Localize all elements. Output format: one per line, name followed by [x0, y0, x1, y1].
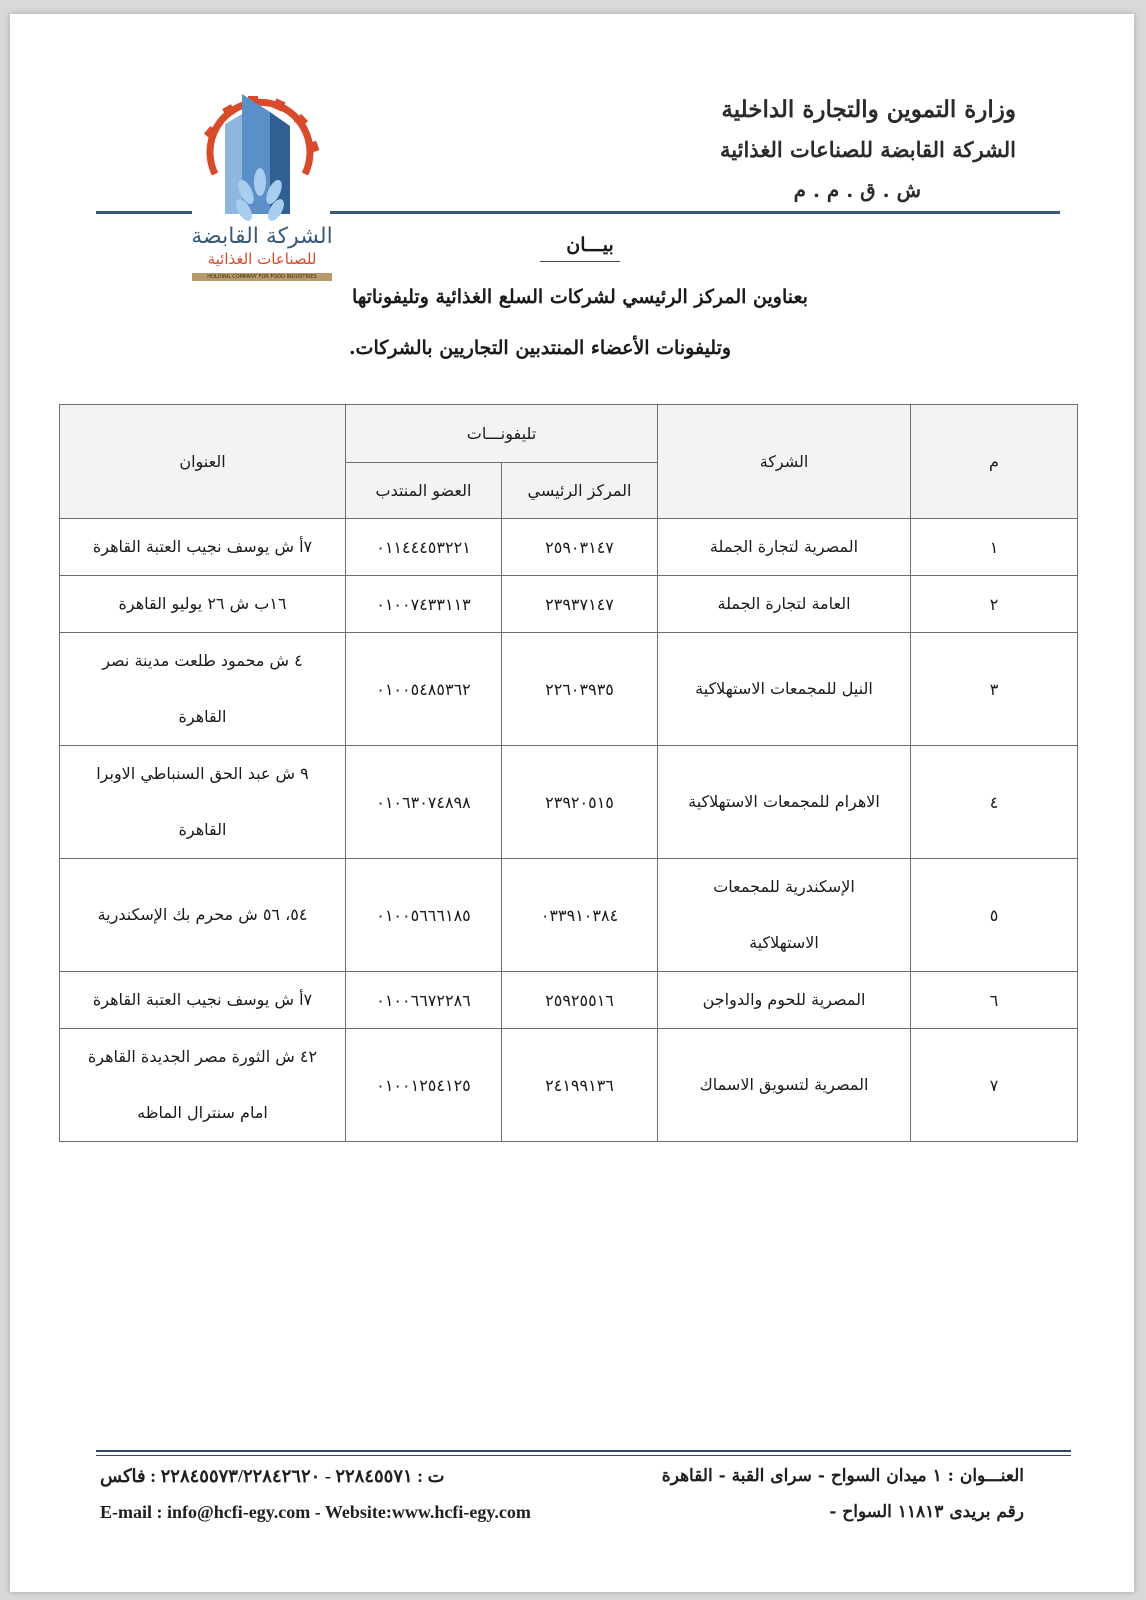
company-line: النيل للمجمعات الاستهلاكية [695, 679, 873, 698]
footer-postal: رقم بريدى ١١٨١٣ السواح - [829, 1502, 1024, 1522]
header-rule-right [330, 211, 1060, 214]
logo-subtitle: للصناعات الغذائية [207, 250, 317, 268]
row-index: ٦ [911, 972, 1078, 1029]
row-company [658, 1029, 911, 1142]
company-line: الاهرام للمجمعات الاستهلاكية [688, 792, 880, 811]
title-underline [540, 261, 620, 262]
table-row [60, 859, 1078, 972]
row-managing-member-phone: ٠١٠٠٧٤٣٣١١٣ [346, 576, 502, 633]
letterhead [720, 90, 1016, 210]
table-body [60, 519, 1078, 1142]
statement-title: بيـــان [566, 234, 614, 256]
col-header-address: العنوان [60, 405, 346, 519]
row-index: ٤ [911, 746, 1078, 859]
header-rule-left [96, 211, 192, 214]
companies-table [59, 404, 1078, 1142]
row-address [60, 972, 346, 1029]
row-address [60, 1029, 346, 1142]
row-address [60, 633, 346, 746]
row-address [60, 576, 346, 633]
row-index: ٥ [911, 859, 1078, 972]
col-header-main-office: المركز الرئيسي [502, 463, 658, 519]
address-line: ٩ ش عبد الحق السنباطي الاوبرا [96, 764, 309, 783]
row-main-office-phone: ٢٣٩٢٠٥١٥ [502, 746, 658, 859]
row-managing-member-phone: ٠١١٤٤٤٥٣٢٢١ [346, 519, 502, 576]
row-company [658, 746, 911, 859]
table-row [60, 633, 1078, 746]
logo-english-strip [192, 273, 332, 281]
address-line: ٧أ ش يوسف نجيب العتبة القاهرة [92, 537, 313, 556]
row-company [658, 859, 911, 972]
document-page [10, 14, 1134, 1592]
table-row [60, 576, 1078, 633]
logo-name: الشركة القابضة [191, 224, 333, 249]
logo-english-name: HOLDING COMPANY FOR FOOD INDUSTRIES [207, 274, 317, 280]
ministry-name: وزارة التموين والتجارة الداخلية [721, 96, 1016, 123]
statement-subtitle-line2: وتليفونات الأعضاء المنتدبين التجاريين بالشركات. [348, 337, 732, 359]
row-index: ٧ [911, 1029, 1078, 1142]
footer-rule-thin [96, 1455, 1071, 1456]
table-row [60, 972, 1078, 1029]
address-line: امام سنترال الماظه [137, 1103, 268, 1122]
row-index: ١ [911, 519, 1078, 576]
row-managing-member-phone: ٠١٠٠١٢٥٤١٢٥ [346, 1029, 502, 1142]
row-company [658, 576, 911, 633]
row-main-office-phone: ٠٣٣٩١٠٣٨٤ [502, 859, 658, 972]
col-header-index: م [911, 405, 1078, 519]
company-line: الإسكندرية للمجمعات [713, 877, 855, 896]
row-index: ٢ [911, 576, 1078, 633]
company-line: المصرية لتجارة الجملة [709, 537, 859, 556]
row-main-office-phone: ٢٤١٩٩١٣٦ [502, 1029, 658, 1142]
row-managing-member-phone: ٠١٠٠٥٦٦٦١٨٥ [346, 859, 502, 972]
footer-email-website: E-mail : info@hcfi-egy.com - Website:www.hcfi-egy.com [100, 1502, 531, 1522]
footer-address: العنـــوان : ١ ميدان السواح - سراى القبة - القاهرة [661, 1466, 1024, 1486]
row-address [60, 859, 346, 972]
company-line: العامة لتجارة الجملة [717, 594, 851, 613]
address-line: القاهرة [178, 820, 227, 839]
row-company [658, 633, 911, 746]
row-managing-member-phone: ٠١٠٦٣٠٧٤٨٩٨ [346, 746, 502, 859]
address-line: ٧أ ش يوسف نجيب العتبة القاهرة [92, 990, 313, 1009]
address-line: ١٦ب ش ٢٦ يوليو القاهرة [118, 594, 287, 613]
company-line: الاستهلاكية [749, 933, 819, 952]
row-managing-member-phone: ٠١٠٠٦٦٧٢٢٨٦ [346, 972, 502, 1029]
row-main-office-phone: ٢٢٦٠٣٩٣٥ [502, 633, 658, 746]
statement-subtitle-line1: بعناوين المركز الرئيسي لشركات السلع الغذائية وتليفوناتها [352, 286, 808, 308]
address-line: ٥٤، ٥٦ ش محرم بك الإسكندرية [97, 905, 308, 924]
address-line: القاهرة [178, 707, 227, 726]
address-line: ٤ ش محمود طلعت مدينة نصر [102, 651, 303, 670]
col-header-phones: تليفونـــات [346, 405, 658, 463]
company-line: المصرية لتسويق الاسماك [699, 1075, 869, 1094]
row-index: ٣ [911, 633, 1078, 746]
table-row [60, 1029, 1078, 1142]
col-header-company: الشركة [658, 405, 911, 519]
table-row [60, 519, 1078, 576]
legal-form: ش . ق . م . م [793, 178, 921, 202]
company-line: المصرية للحوم والدواجن [702, 990, 866, 1009]
footer-phones: ت : ٢٢٨٤٥٥٧١ - ٢٢٨٤٥٥٧٣/٢٢٨٤٢٦٢٠ : فاكس [100, 1466, 445, 1486]
company-name: الشركة القابضة للصناعات الغذائية [720, 137, 1016, 162]
row-main-office-phone: ٢٣٩٣٧١٤٧ [502, 576, 658, 633]
col-header-managing-member: العضو المنتدب [346, 463, 502, 519]
row-managing-member-phone: ٠١٠٠٥٤٨٥٣٦٢ [346, 633, 502, 746]
row-company [658, 972, 911, 1029]
table-row [60, 746, 1078, 859]
address-line: ٤٢ ش الثورة مصر الجديدة القاهرة [87, 1047, 318, 1066]
row-address [60, 746, 346, 859]
row-address [60, 519, 346, 576]
row-main-office-phone: ٢٥٩٠٣١٤٧ [502, 519, 658, 576]
row-company [658, 519, 911, 576]
row-main-office-phone: ٢٥٩٢٥٥١٦ [502, 972, 658, 1029]
footer-rule [96, 1450, 1071, 1452]
